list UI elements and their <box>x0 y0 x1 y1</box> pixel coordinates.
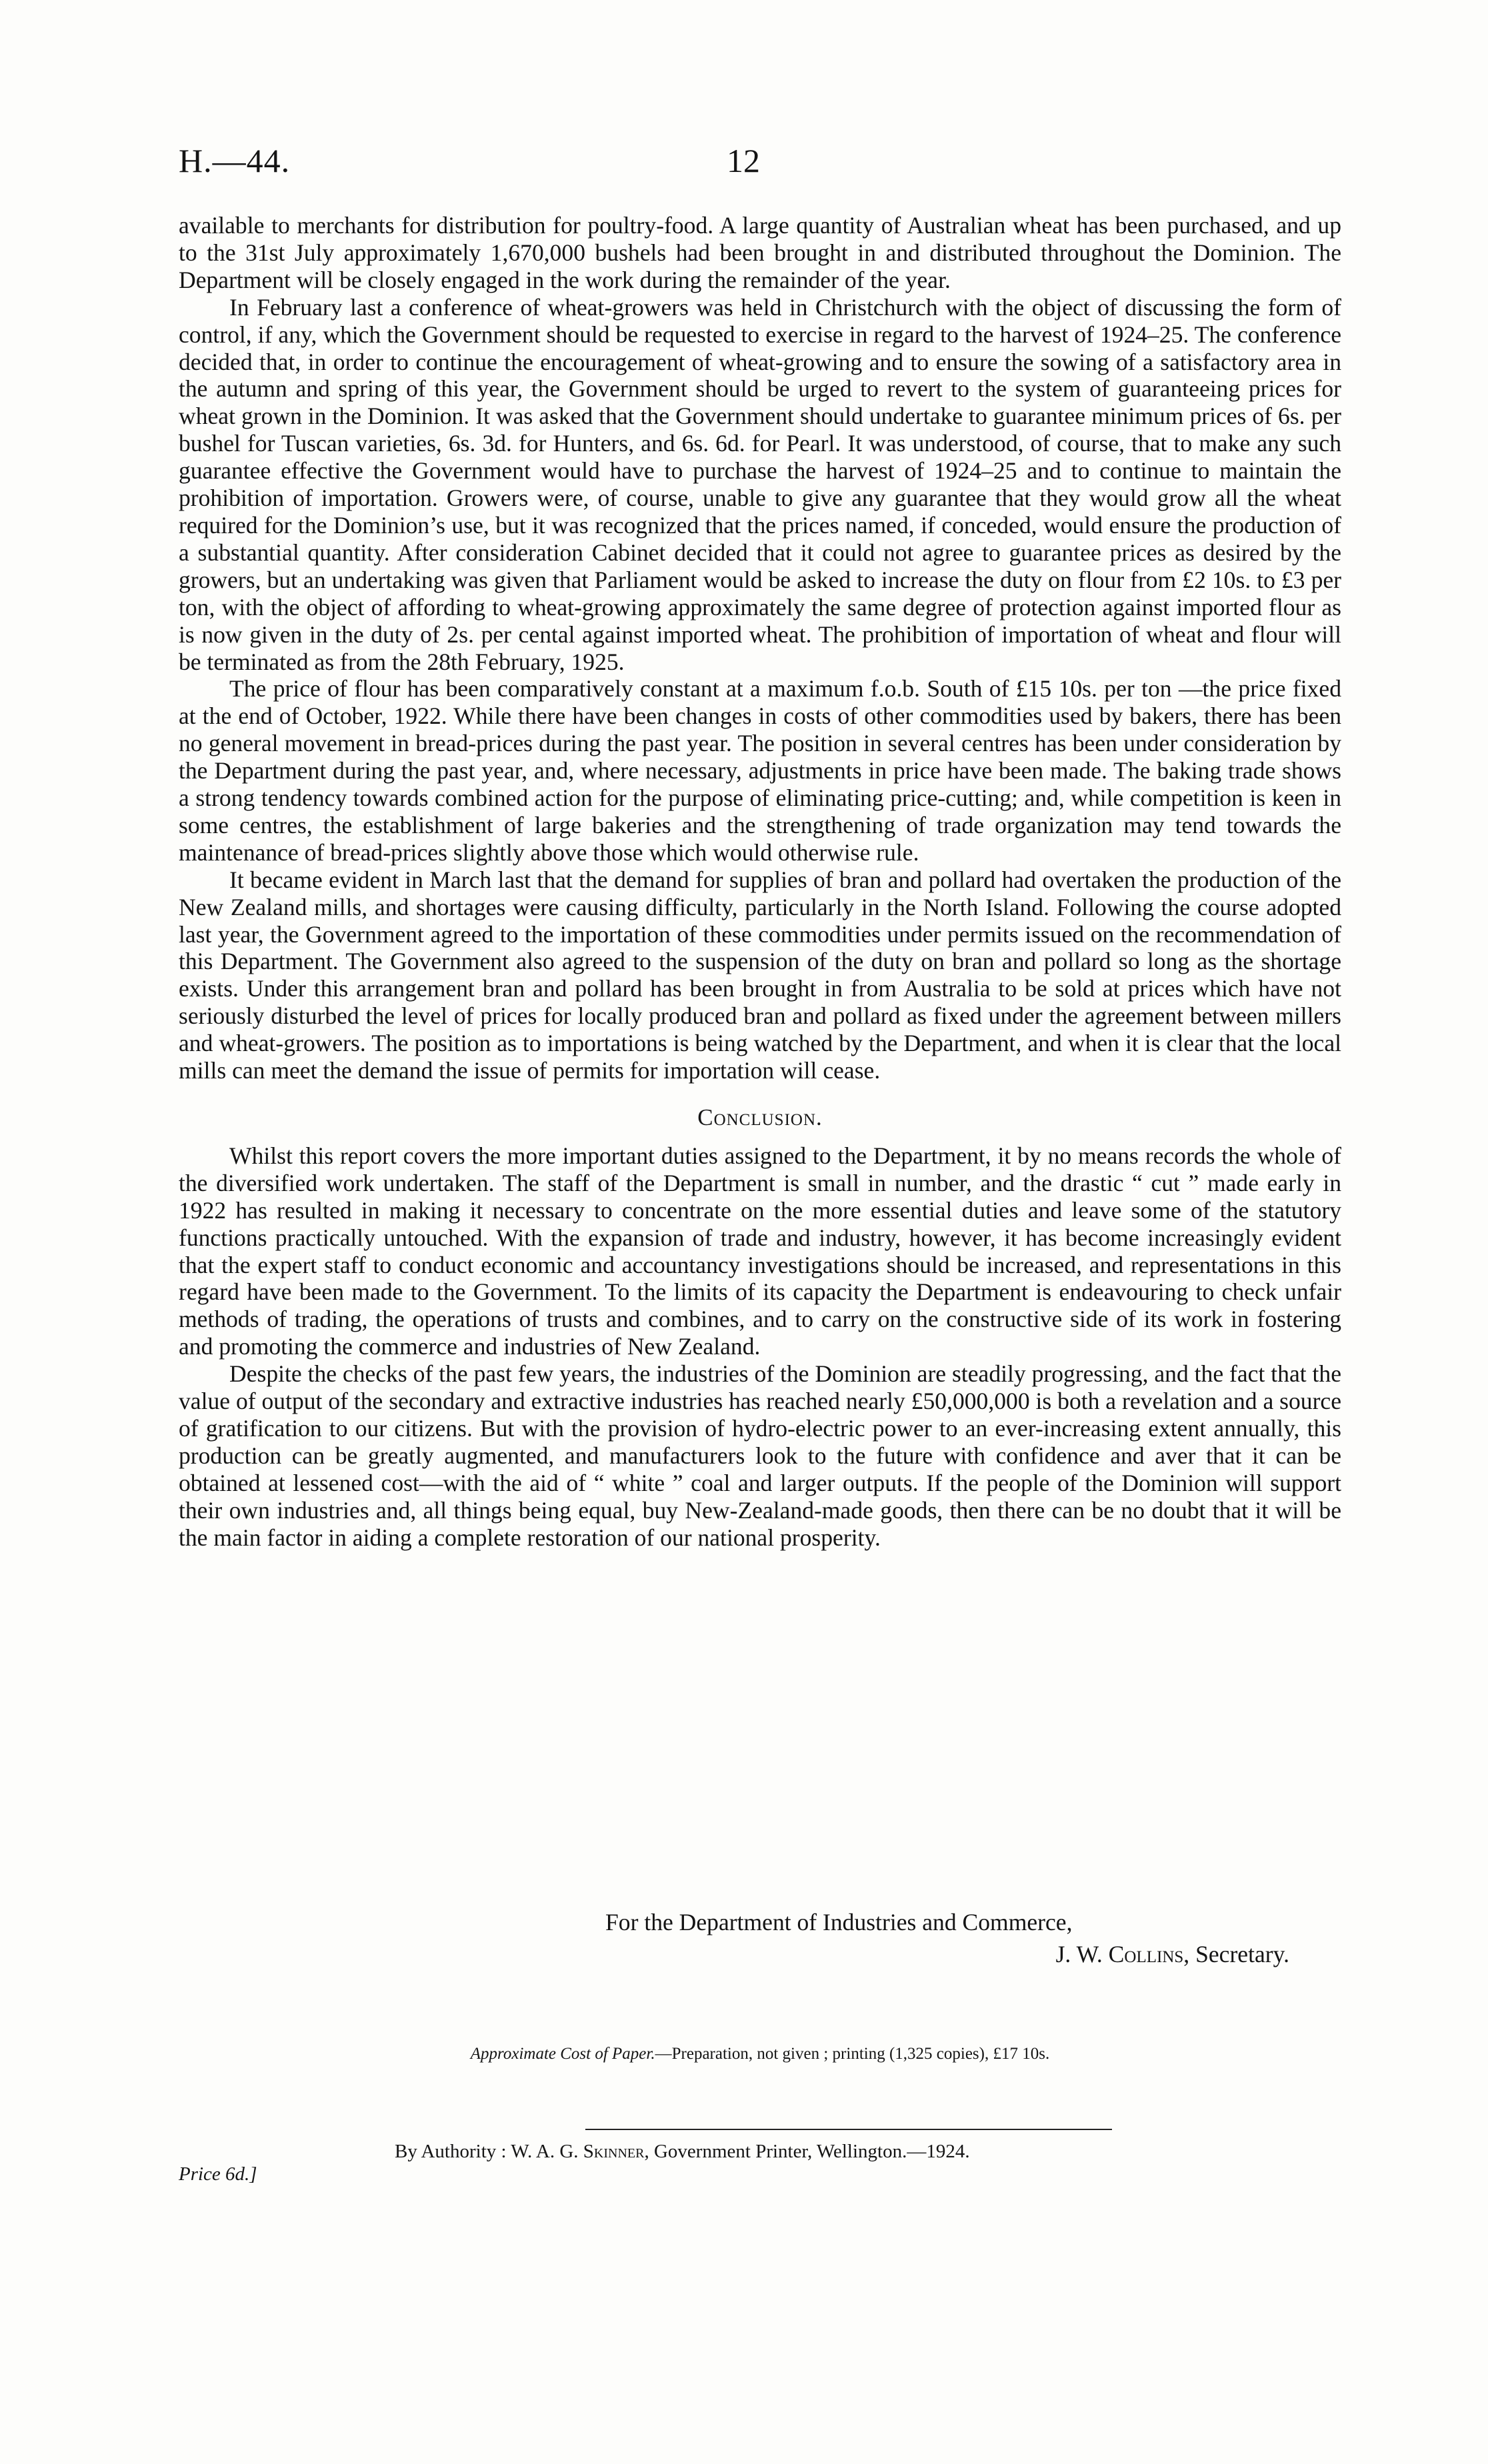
page-number: 12 <box>727 142 760 179</box>
section-heading-conclusion: Conclusion. <box>697 1104 823 1130</box>
paragraph-flour-price: The price of flour has been comparatively constant at a maximum f.o.b. South of £15 10s. per ton —the price fixed at the end of October, 1922. While there have been changes in costs of other commodities used by bakers, there has been no general movement in bread-prices during the past year. The position in several centres has been under consideration by the Department during the past year, and, where necessary, adjustments in price have been made. The baking trade shows a strong tendency towards combined action for the purpose of eliminating price-cutting; and, while competition is keen in some centres, the establishment of large bakeries and the strengthening of trade organization may tend towards the maintenance of bread-prices slightly above those which would otherwise rule. <box>179 675 1341 866</box>
signatory-title: , Secretary. <box>1183 1941 1289 1967</box>
signoff-block <box>179 1906 1341 1970</box>
cost-note-label: Approximate Cost of Paper. <box>470 2045 655 2063</box>
paragraph-bran-pollard: It became evident in March last that the demand for supplies of bran and pollard had overtaken the production of the New Zealand mills, and shortages were causing difficulty, particularly in the North Island. Following the course adopted last year, the Government agreed to the importation of these commodities under permits issued on the recommendation of this Department. The Government also agreed to the suspension of the duty on bran and pollard so long as the shortage exists. Under this arrangement bran and pollard has been brought in from Australia to be sold at prices which have not seriously disturbed the level of prices for locally produced bran and pollard as fixed under the agreement between millers and wheat-growers. The position as to importations is being watched by the Department, and when it is clear that the local mills can meet the demand the issue of permits for importation will cease. <box>179 866 1341 1084</box>
printer-name: Skinner <box>583 2141 645 2162</box>
footer-rule <box>585 2129 1112 2130</box>
page-header <box>179 141 1308 188</box>
paper-reference: H.—44. <box>179 142 291 179</box>
paragraph-conclusion-duties: Whilst this report covers the more important duties assigned to the Department, it by no means records the whole of the diversified work undertaken. The staff of the Department is small in number, and the drastic “ cut ” made early in 1922 has resulted in making it necessary to concentrate on the more essential duties and leave some of the statutory functions practically untouched. With the expansion of trade and industry, however, it has become increasingly evident that the expert staff to conduct economic and accountancy investigations should be increased, and representations in this regard have been made to the Government. To the limits of its capacity the Department is endeavouring to check unfair methods of trading, the operations of trusts and combines, and to carry on the constructive side of its work in fostering and promoting the commerce and industries of New Zealand. <box>179 1142 1341 1360</box>
signatory-name: J. W. Collins <box>1055 1941 1184 1967</box>
cost-note-text: —Preparation, not given ; printing (1,325 copies), £17 10s. <box>655 2045 1050 2063</box>
signoff-signatory <box>179 1938 1341 1970</box>
authority-suffix: , Government Printer, Wellington.—1924. <box>644 2141 970 2162</box>
page-footer <box>179 2141 1341 2185</box>
authority-line <box>395 2141 970 2163</box>
authority-prefix: By Authority : W. A. G. <box>395 2141 583 2162</box>
paragraph-continued: available to merchants for distribution for poultry-food. A large quantity of Australian wheat has been purchased, and up to the 31st July approximately 1,670,000 bushels had been brought in and distributed throughout the Dominion. The Department will be closely engaged in the work during the remainder of the year. <box>179 212 1341 293</box>
cost-of-paper-note <box>179 2045 1341 2063</box>
paragraph-conclusion-industries: Despite the checks of the past few years, the industries of the Dominion are steadily progressing, and the fact that the value of output of the secondary and extractive industries has reached nearly £50,000,000 is both a revelation and a source of gratification to our citizens. But with the provision of hydro-electric power to an ever-increasing extent annually, this production can be greatly augmented, and manufacturers look to the future with confidence and aver that it can be obtained at lessened cost—with the aid of “ white ” coal and larger outputs. If the people of the Dominion will support their own industries and, all things being equal, buy New-Zealand-made goods, then there can be no doubt that it will be the main factor in aiding a complete restoration of our national prosperity. <box>179 1360 1341 1551</box>
paragraph-wheat-conference: In February last a conference of wheat-growers was held in Christchurch with the object of discussing the form of control, if any, which the Government should be requested to exercise in regard to the harvest of 1924–25. The conference decided that, in order to continue the encouragement of wheat-growing and to ensure the sowing of a satisfactory area in the autumn and spring of this year, the Government should be urged to revert to the system of guaranteeing prices for wheat grown in the Dominion. It was asked that the Government should undertake to guarantee minimum prices of 6s. per bushel for Tuscan varieties, 6s. 3d. for Hunters, and 6s. 6d. for Pearl. It was understood, of course, that to make any such guarantee effective the Government would have to purchase the harvest of 1924–25 and to continue to maintain the prohibition of importation. Growers were, of course, unable to give any guarantee that they would grow all the wheat required for the Dominion’s use, but it was recognized that the prices named, if conceded, would ensure the production of a substantial quantity. After consideration Cabinet decided that it could not agree to guarantee prices as desired by the growers, but an undertaking was given that Parliament would be asked to increase the duty on flour from £2 10s. to £3 per ton, with the object of affording to wheat-growing approximately the same degree of protection against imported flour as is now given in the duty of 2s. per cental against imported wheat. The prohibition of importation of wheat and flour will be terminated as from the 28th February, 1925. <box>179 293 1341 675</box>
signoff-department: For the Department of Industries and Commerce, <box>605 1909 1073 1935</box>
price-note: Price 6d.] <box>179 2163 257 2185</box>
report-body <box>179 212 1341 1552</box>
